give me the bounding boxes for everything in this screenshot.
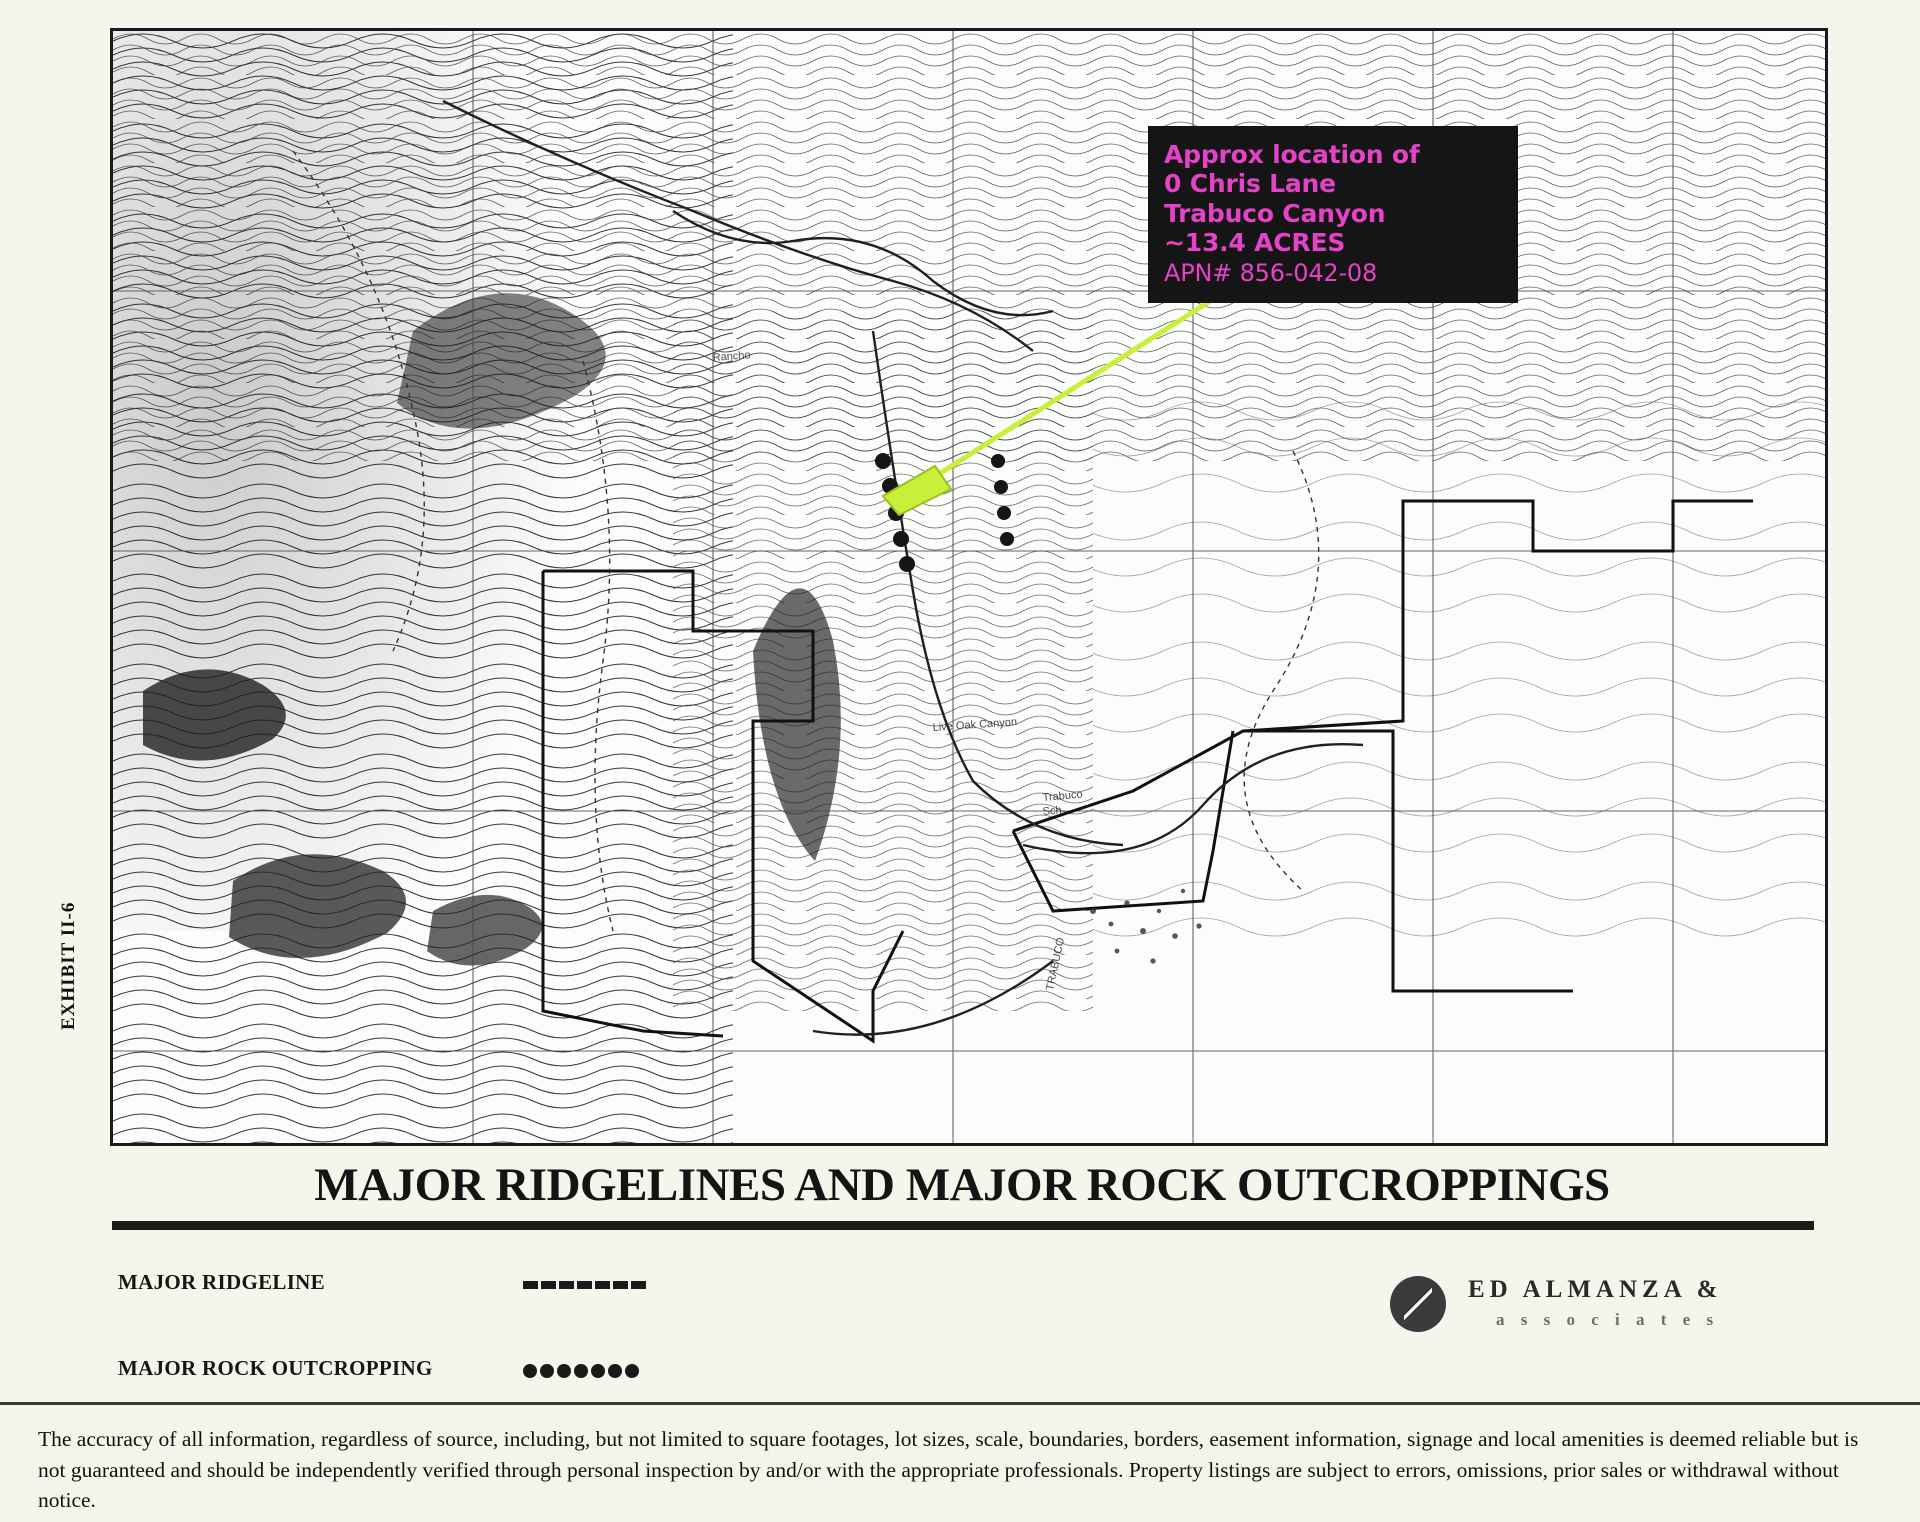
annotation-line-1: Approx location of (1164, 140, 1420, 169)
annotation-acreage: ~13.4 ACRES (1164, 227, 1346, 257)
property-annotation-callout[interactable] (1148, 126, 1518, 303)
brand-name: ED ALMANZA & (1468, 1276, 1723, 1303)
dashed-line-symbol-icon (523, 1276, 673, 1298)
exhibit-number-label: EXHIBIT II-6 (58, 901, 79, 1030)
annotation-line-3: Trabuco Canyon (1164, 198, 1386, 228)
svg-text:Sch: Sch (1042, 804, 1063, 818)
svg-text:Trabuco: Trabuco (1042, 788, 1084, 804)
brand-block (1390, 1272, 1820, 1344)
annotation-line-2: 0 Chris Lane (1164, 169, 1336, 199)
legend-label: MAJOR RIDGELINE (118, 1270, 325, 1294)
svg-text:TRABUCO: TRABUCO (1044, 936, 1068, 992)
footer-divider (0, 1402, 1920, 1405)
svg-text:Rancho: Rancho (712, 349, 752, 364)
legend (118, 1270, 678, 1314)
brand-subtitle: a s s o c i a t e s (1496, 1310, 1720, 1329)
dotted-line-symbol-icon (523, 1362, 673, 1384)
page-title: MAJOR RIDGELINES AND MAJOR ROCK OUTCROPPINGS (314, 1159, 1610, 1211)
annotation-apn: APN# 856-042-08 (1164, 259, 1378, 287)
almanza-logo-icon (1390, 1276, 1446, 1332)
svg-text:Live Oak Canyon: Live Oak Canyon (932, 716, 1018, 734)
legend-item-ridgeline (118, 1270, 678, 1314)
legend-item-outcropping (118, 1356, 678, 1386)
map-contour-graphic (113, 31, 1825, 1143)
legend-label: MAJOR ROCK OUTCROPPING (118, 1356, 433, 1380)
disclaimer-text: The accuracy of all information, regardless of source, including, but not limited to square footages, lot sizes, scale, boundaries, borders, easement information, signage and local amenities is deemed reliable but is not guaranteed and should be independently verified through personal inspection by and/or with the appropriate professionals. Property listings are subject to errors, omissions, prior sales or withdrawal without notice. (38, 1427, 1859, 1513)
title-divider (112, 1221, 1814, 1230)
topographic-map[interactable] (110, 28, 1828, 1146)
